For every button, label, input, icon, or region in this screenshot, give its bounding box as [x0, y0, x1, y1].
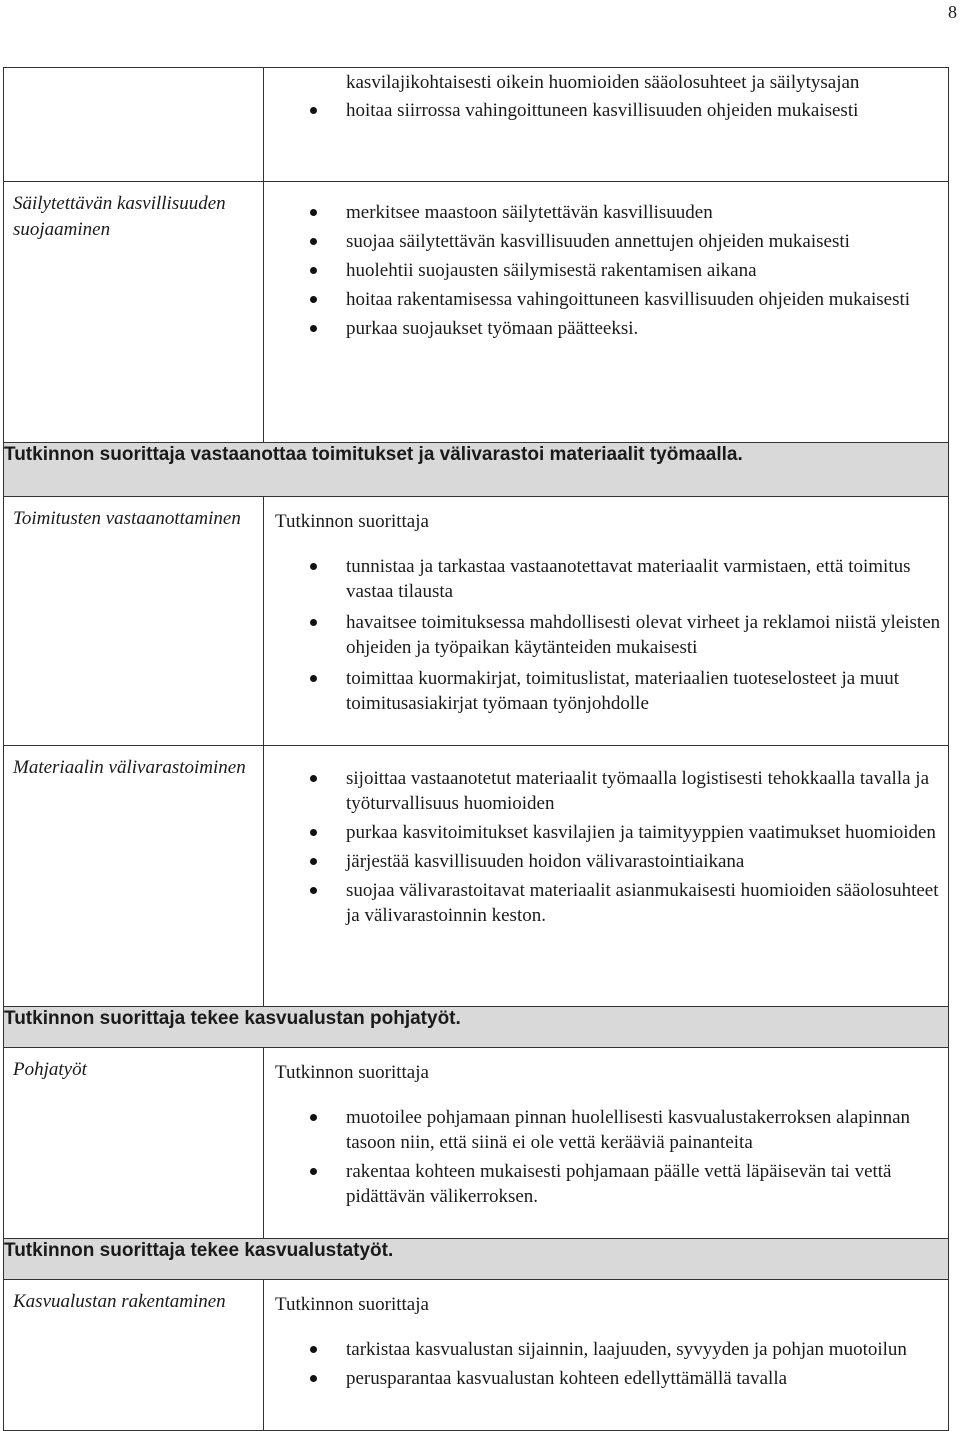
criteria-list [264, 1105, 948, 1209]
list-item: suojaa säilytettävän kasvillisuuden annettujen ohjeiden mukaisesti [346, 229, 944, 254]
table-row [4, 68, 949, 182]
performer-label: Tutkinnon suorittaja [275, 511, 429, 532]
list-item: purkaa suojaukset työmaan päätteeksi. [346, 316, 944, 341]
list-item: perusparantaa kasvualustan kohteen edellyttämällä tavalla [346, 1366, 944, 1391]
competence-table [3, 67, 949, 1431]
table-row [4, 497, 949, 746]
performer-label: Tutkinnon suorittaja [275, 1294, 429, 1315]
list-item: sijoittaa vastaanotetut materiaalit työmaalla logistisesti tehokkaalla tavalla ja työturvallisuus huomioiden [346, 766, 944, 816]
row-label: Toimitusten vastaanottaminen [13, 508, 241, 529]
criteria-list [264, 766, 948, 928]
list-item: muotoilee pohjamaan pinnan huolellisesti kasvualustakerroksen alapinnan tasoon niin, että siinä ei ole vettä kerääviä painanteita [346, 1105, 944, 1155]
section-heading: Tutkinnon suorittaja tekee kasvualustan pohjatyöt. [4, 1007, 949, 1048]
performer-label: Tutkinnon suorittaja [275, 1062, 429, 1083]
list-item: tunnistaa ja tarkastaa vastaanotettavat materiaalit varmistaen, että toimitus vastaa tilausta [346, 554, 944, 604]
list-item: havaitsee toimituksessa mahdollisesti olevat virheet ja reklamoi niistä yleisten ohjeiden ja työpaikan käytänteiden mukaisesti [346, 610, 944, 660]
criteria-list [264, 70, 948, 123]
list-item: hoitaa rakentamisessa vahingoittuneen kasvillisuuden ohjeiden mukaisesti [346, 287, 944, 312]
criteria-list [264, 554, 948, 716]
criteria-list [264, 200, 948, 341]
section-heading: Tutkinnon suorittaja tekee kasvualustatyöt. [4, 1239, 949, 1280]
list-item: merkitsee maastoon säilytettävän kasvillisuuden [346, 200, 944, 225]
row-label-cell [4, 1048, 264, 1239]
criteria-cell [264, 746, 949, 1007]
row-label-cell [4, 746, 264, 1007]
row-label-cell [4, 182, 264, 443]
section-row [4, 443, 949, 497]
criteria-cell [264, 182, 949, 443]
section-row [4, 1239, 949, 1280]
criteria-cell [264, 497, 949, 746]
criteria-cell [264, 68, 949, 182]
table-row [4, 182, 949, 443]
list-item: hoitaa siirrossa vahingoittuneen kasvillisuuden ohjeiden mukaisesti [346, 98, 944, 123]
row-label-cell [4, 68, 264, 182]
row-label: Materiaalin välivarastoiminen [13, 757, 246, 778]
criteria-list [264, 1337, 948, 1391]
list-item: rakentaa kohteen mukaisesti pohjamaan päälle vettä läpäisevän tai vettä pidättävän välikerroksen. [346, 1159, 944, 1209]
criteria-cell [264, 1280, 949, 1431]
list-item: toimittaa kuormakirjat, toimituslistat, materiaalien tuoteselosteet ja muut toimitusasiakirjat työmaan työnjohdolle [346, 666, 944, 716]
row-label: Säilytettävän kasvillisuuden suojaaminen [13, 193, 226, 240]
row-label: Kasvualustan rakentaminen [13, 1291, 226, 1312]
table-row [4, 1048, 949, 1239]
list-item: järjestää kasvillisuuden hoidon välivarastointiaikana [346, 849, 944, 874]
list-item: kasvilajikohtaisesti oikein huomioiden sääolosuhteet ja säilytysajan [346, 72, 860, 93]
table-row [4, 746, 949, 1007]
row-label: Pohjatyöt [13, 1059, 87, 1080]
row-label-cell [4, 497, 264, 746]
page-number: 8 [948, 2, 957, 22]
section-heading: Tutkinnon suorittaja vastaanottaa toimitukset ja välivarastoi materiaalit työmaalla. [4, 443, 949, 497]
list-item: suojaa välivarastoitavat materiaalit asianmukaisesti huomioiden sääolosuhteet ja välivarastoinnin keston. [346, 878, 944, 928]
row-label-cell [4, 1280, 264, 1431]
list-item: purkaa kasvitoimitukset kasvilajien ja taimityyppien vaatimukset huomioiden [346, 820, 944, 845]
criteria-cell [264, 1048, 949, 1239]
list-item: tarkistaa kasvualustan sijainnin, laajuuden, syvyyden ja pohjan muotoilun [346, 1337, 944, 1362]
list-item: huolehtii suojausten säilymisestä rakentamisen aikana [346, 258, 944, 283]
table-row [4, 1280, 949, 1431]
section-row [4, 1007, 949, 1048]
